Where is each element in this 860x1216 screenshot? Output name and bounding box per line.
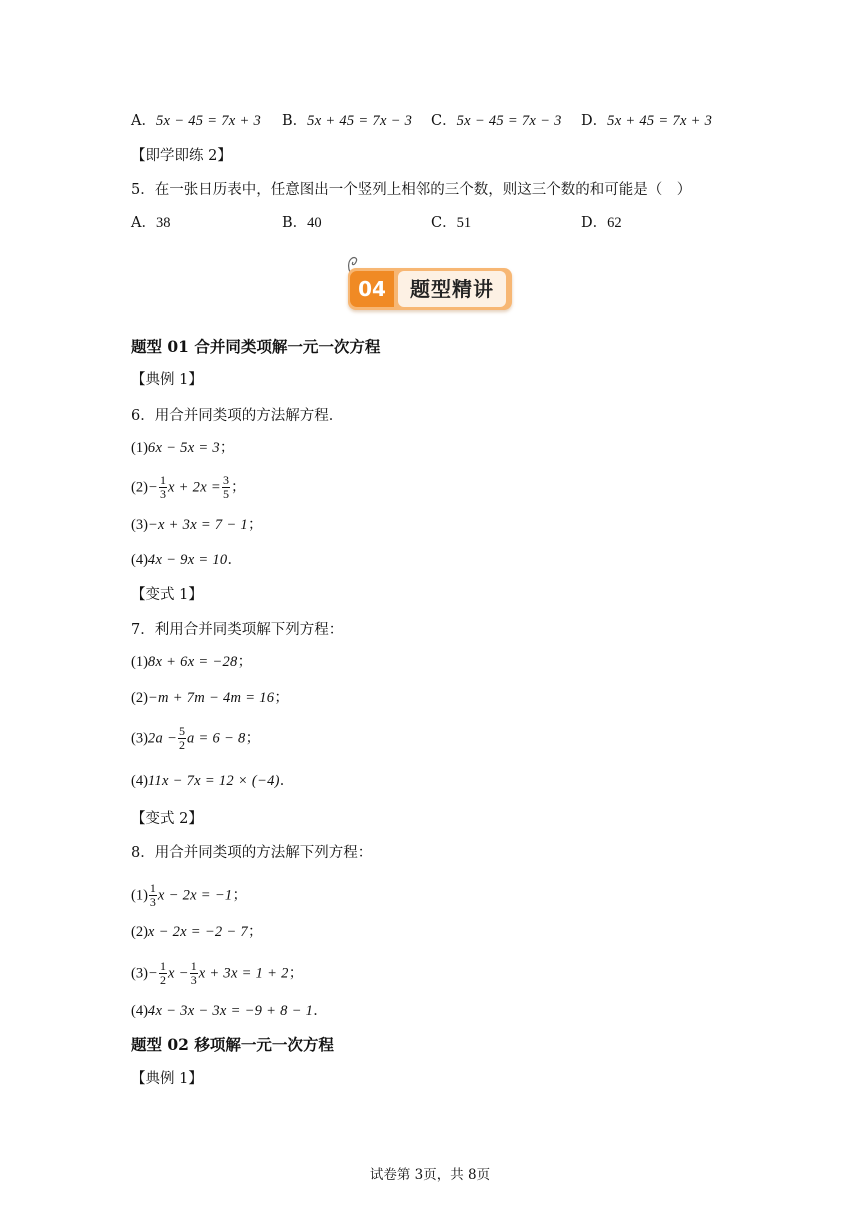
- q8-item-3: (3)− $\frac{1}{2}$ x − $\frac{1}{3}$ x + 3x = 1 + 2；: [131, 959, 304, 987]
- q7-item-3: (3)2a − $\frac{5}{2}$ a = 6 − 8；: [131, 724, 261, 752]
- badge-title: 题型精讲: [398, 271, 506, 307]
- badge-number: 04: [350, 271, 394, 307]
- q8-item-1: (1) $\frac{1}{3}$ x − 2x = −1；: [131, 881, 247, 909]
- variant2-label: 【变式 2】: [131, 811, 203, 827]
- q7-item-1: (1)8x + 6x = −28；: [131, 654, 253, 670]
- question-7-text: 7．利用合并同类项解下列方程：: [131, 622, 344, 638]
- question-5-text: 5．在一张日历表中，任意图出一个竖列上相邻的三个数，则这三个数的和可能是（ ）: [131, 182, 692, 198]
- type01-heading: 题型 01 合并同类项解一元一次方程: [131, 337, 381, 356]
- q7-item-4: (4)11x − 7x = 12 × (−4)．: [131, 773, 295, 789]
- q7-item-2: (2)−m + 7m − 4m = 16；: [131, 690, 289, 706]
- option-a: A．5x − 45 = 7x + 3: [131, 113, 262, 129]
- fraction: $\frac{1}{3}$: [190, 959, 197, 987]
- option-c: C．5x − 45 = 7x − 3: [431, 113, 562, 129]
- fraction: $\frac{3}{5}$: [222, 473, 229, 501]
- fraction: $\frac{1}{2}$: [160, 959, 167, 987]
- question-8-text: 8．用合并同类项的方法解下列方程：: [131, 845, 373, 861]
- fraction: $\frac{1}{3}$: [160, 473, 167, 501]
- q6-item-4: (4)4x − 9x = 10．: [131, 552, 242, 568]
- option-b: B．5x + 45 = 7x − 3: [282, 113, 413, 129]
- practice2-heading: 【即学即练 2】: [131, 148, 232, 164]
- type01-example-label: 【典例 1】: [131, 372, 203, 388]
- q5-option-b: B．40: [282, 215, 322, 231]
- q5-option-d: D．62: [581, 215, 622, 231]
- question-6-text: 6．用合并同类项的方法解方程．: [131, 408, 344, 424]
- page-footer: 试卷第 3页，共 8页: [369, 1167, 491, 1183]
- variant1-label: 【变式 1】: [131, 587, 203, 603]
- option-d: D．5x + 45 = 7x + 3: [581, 113, 713, 129]
- q5-option-a: A．38: [131, 215, 171, 231]
- type02-example-label: 【典例 1】: [131, 1071, 203, 1087]
- section-badge: [346, 256, 516, 314]
- fraction: $\frac{1}{3}$: [149, 881, 156, 909]
- q6-item-1: (1)6x − 5x = 3；: [131, 440, 235, 456]
- fraction: $\frac{5}{2}$: [179, 724, 186, 752]
- q6-item-2: (2)− $\frac{1}{3}$ x + 2x = $\frac{3}{5}$ ；: [131, 473, 246, 501]
- q8-item-2: (2)x − 2x = −2 − 7；: [131, 924, 263, 940]
- q8-item-4: (4)4x − 3x − 3x = −9 + 8 − 1．: [131, 1003, 328, 1019]
- type02-heading: 题型 02 移项解一元一次方程: [131, 1035, 334, 1054]
- q6-item-3: (3)−x + 3x = 7 − 1；: [131, 517, 263, 533]
- q5-option-c: C．51: [431, 215, 472, 231]
